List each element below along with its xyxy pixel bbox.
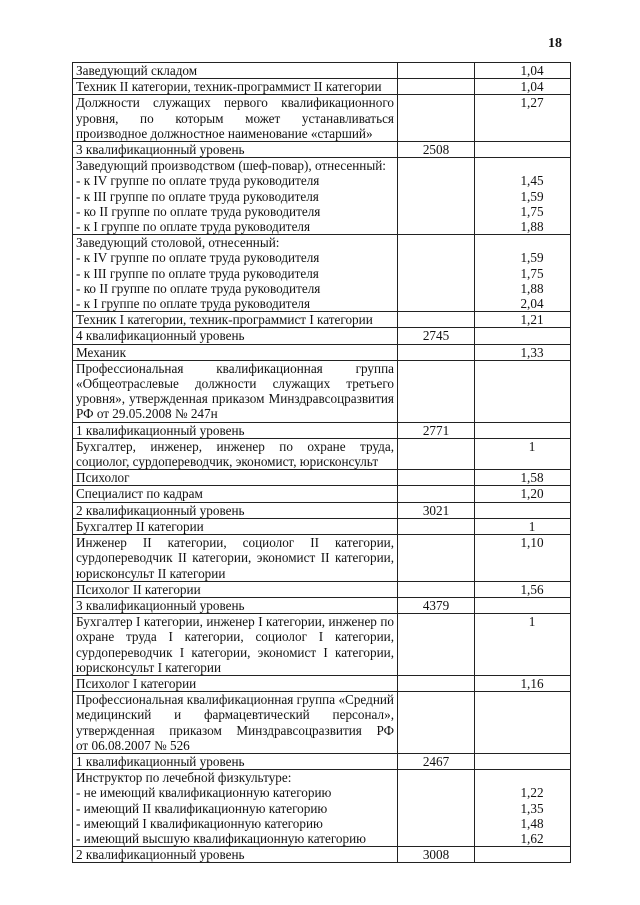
table-row <box>73 535 571 582</box>
position-text-line: - имеющий высшую квалификационную категорию <box>76 830 367 846</box>
position-text-line: - не имеющий квалификационную категорию <box>76 785 332 801</box>
position-text-line: Профессиональная квалификационная группа <box>76 360 394 376</box>
coefficient-cell <box>475 142 571 158</box>
base-salary-cell: 2771 <box>398 422 475 438</box>
position-text-line: уровня, по которым может устанавливаться <box>76 110 394 126</box>
position-cell <box>73 502 398 518</box>
base-salary-cell: 2467 <box>398 753 475 769</box>
table-row <box>73 79 571 95</box>
coefficient-cell <box>475 692 571 754</box>
position-text-line: юрисконсульт I категории <box>76 659 221 675</box>
coefficient-cell <box>475 95 571 142</box>
table-row <box>73 753 571 769</box>
position-text-line: 4 квалификационный уровень <box>76 328 245 344</box>
position-text-line: 3 квалификационный уровень <box>76 597 245 613</box>
position-text-line: - имеющий I квалификационную категорию <box>76 815 323 831</box>
coefficient-value: 1 <box>528 614 536 630</box>
coefficient-value: 1 <box>528 438 536 454</box>
position-text-line: Заведующий складом <box>76 63 198 78</box>
table-row <box>73 502 571 518</box>
base-salary-cell <box>398 470 475 486</box>
position-cell <box>73 692 398 754</box>
coefficient-value: 1,10 <box>520 535 544 551</box>
coefficient-cell <box>475 770 571 847</box>
position-text-line: 2 квалификационный уровень <box>76 847 245 863</box>
coefficient-cell <box>475 847 571 863</box>
position-text-line: Психолог <box>76 470 130 486</box>
page-number: 18 <box>548 36 562 51</box>
base-salary-cell <box>398 360 475 422</box>
table-row <box>73 486 571 502</box>
base-salary-cell: 4379 <box>398 597 475 613</box>
coefficient-value <box>497 454 567 469</box>
base-salary-cell <box>398 675 475 691</box>
position-cell <box>73 753 398 769</box>
table-row <box>73 344 571 360</box>
coefficient-value: 2,04 <box>520 296 544 312</box>
coefficient-value <box>497 111 567 126</box>
coefficient-cell <box>475 63 571 79</box>
position-text-line: «Общеотраслевые должности служащих третьего <box>76 376 394 392</box>
position-text-line: сурдопереводчик I категории, экономист I категории, <box>76 644 394 660</box>
coefficient-cell <box>475 438 571 469</box>
position-cell <box>73 535 398 582</box>
base-salary-cell: 3008 <box>398 847 475 863</box>
coefficient-cell <box>475 422 571 438</box>
position-text-line: 2 квалификационный уровень <box>76 502 245 518</box>
coefficient-value: 1,16 <box>520 675 544 691</box>
position-text-line: сурдопереводчик II категории, экономист II категории, <box>76 550 394 566</box>
coefficient-value <box>497 235 567 250</box>
coefficient-value: 1,58 <box>520 470 544 486</box>
position-cell <box>73 486 398 502</box>
table-row <box>73 597 571 613</box>
table-row <box>73 614 571 676</box>
position-text-line: юрисконсульт II категории <box>76 565 226 581</box>
coefficient-cell <box>475 581 571 597</box>
coefficient-cell <box>475 597 571 613</box>
position-text-line: социолог, сурдопереводчик, экономист, юрисконсульт <box>76 454 379 470</box>
position-text-line: производное должностное наименование «старший» <box>76 125 373 141</box>
base-salary-cell <box>398 535 475 582</box>
position-cell <box>73 470 398 486</box>
coefficient-cell <box>475 312 571 328</box>
coefficient-value <box>497 660 567 675</box>
position-cell <box>73 79 398 95</box>
coefficient-value <box>497 142 567 157</box>
coefficient-cell <box>475 470 571 486</box>
coefficient-cell <box>475 675 571 691</box>
position-text-line: 3 квалификационный уровень <box>76 142 245 158</box>
position-cell <box>73 597 398 613</box>
coefficient-value <box>497 754 567 769</box>
coefficient-value: 1,20 <box>520 486 544 502</box>
position-cell <box>73 95 398 142</box>
coefficient-value <box>497 550 567 565</box>
position-text-line: Заведующий производством (шеф-повар), отнесенный: <box>76 158 386 174</box>
coefficient-cell <box>475 753 571 769</box>
position-cell <box>73 581 398 597</box>
position-text-line: - к III группе по оплате труда руководителя <box>76 188 319 204</box>
table-row <box>73 63 571 79</box>
position-text-line: - к IV группе по оплате труда руководителя <box>76 250 320 266</box>
base-salary-cell: 2508 <box>398 142 475 158</box>
position-text-line: - ко II группе по оплате труда руководителя <box>76 280 321 296</box>
coefficient-value <box>497 629 567 644</box>
base-salary-cell <box>398 486 475 502</box>
table-row <box>73 142 571 158</box>
position-text-line: Психолог II категории <box>76 581 201 597</box>
position-cell <box>73 63 398 79</box>
coefficient-cell <box>475 235 571 312</box>
base-salary-cell <box>398 158 475 235</box>
position-text-line: Бухгалтер II категории <box>76 518 204 534</box>
position-text-line: от 06.08.2007 № 526 <box>76 737 190 753</box>
position-text-line: Механик <box>76 344 127 360</box>
table-row <box>73 438 571 469</box>
position-text-line: 1 квалификационный уровень <box>76 753 245 769</box>
base-salary-cell <box>398 614 475 676</box>
coefficient-cell <box>475 328 571 344</box>
coefficient-cell <box>475 79 571 95</box>
position-cell <box>73 422 398 438</box>
base-salary-cell <box>398 312 475 328</box>
table-row <box>73 518 571 534</box>
coefficient-value: 1,88 <box>520 219 544 235</box>
coefficient-value <box>497 423 567 438</box>
coefficient-value <box>497 158 567 173</box>
position-cell <box>73 235 398 312</box>
position-cell <box>73 847 398 863</box>
coefficient-cell <box>475 614 571 676</box>
table-row <box>73 581 571 597</box>
position-cell <box>73 344 398 360</box>
base-salary-cell <box>398 95 475 142</box>
position-text-line: Психолог I категории <box>76 675 197 691</box>
coefficient-value <box>497 847 567 862</box>
coefficient-value <box>497 406 567 421</box>
position-text-line: - к IV группе по оплате труда руководителя <box>76 173 320 189</box>
position-cell <box>73 312 398 328</box>
table-row <box>73 158 571 235</box>
coefficient-value <box>497 738 567 753</box>
coefficient-value: 1,88 <box>520 280 544 296</box>
coefficient-value <box>497 503 567 518</box>
position-text-line: - имеющий II квалификационную категорию <box>76 800 328 816</box>
coefficient-value <box>497 692 567 707</box>
coefficient-value: 1,33 <box>520 344 544 360</box>
position-text-line: Профессиональная квалификационная группа «Средний <box>76 692 394 708</box>
position-text-line: 1 квалификационный уровень <box>76 422 245 438</box>
coefficient-cell <box>475 486 571 502</box>
base-salary-cell: 2745 <box>398 328 475 344</box>
table-row <box>73 770 571 847</box>
base-salary-cell <box>398 438 475 469</box>
position-text-line: - к I группе по оплате труда руководителя <box>76 219 311 235</box>
coefficient-value <box>497 391 567 406</box>
position-cell <box>73 614 398 676</box>
base-salary-cell <box>398 63 475 79</box>
coefficient-value <box>497 361 567 376</box>
table-row <box>73 360 571 422</box>
table-row <box>73 692 571 754</box>
position-text-line: охране труда I категории, социолог I категории, <box>76 629 394 645</box>
coefficient-value: 1,04 <box>520 63 544 78</box>
coefficient-value: 1,45 <box>520 173 544 189</box>
position-text-line: Инструктор по лечебной физкультуре: <box>76 770 292 786</box>
coefficient-value: 1,35 <box>520 800 544 816</box>
table-row <box>73 328 571 344</box>
position-text-line: РФ от 29.05.2008 № 247н <box>76 406 218 422</box>
position-cell <box>73 770 398 847</box>
position-cell <box>73 158 398 235</box>
table-row <box>73 312 571 328</box>
coefficient-value: 1,75 <box>520 203 544 219</box>
coefficient-value <box>497 770 567 785</box>
position-text-line: - к III группе по оплате труда руководителя <box>76 265 319 281</box>
coefficient-value: 1,22 <box>520 785 544 801</box>
base-salary-cell <box>398 235 475 312</box>
coefficient-value: 1,27 <box>520 95 544 111</box>
table-row <box>73 847 571 863</box>
position-cell <box>73 518 398 534</box>
position-text-line: - к I группе по оплате труда руководителя <box>76 296 311 312</box>
position-text-line: утвержденная приказом Минздравсоцразвития РФ <box>76 722 394 738</box>
position-text-line: - ко II группе по оплате труда руководителя <box>76 203 321 219</box>
position-cell <box>73 328 398 344</box>
base-salary-cell <box>398 770 475 847</box>
coefficient-value <box>497 645 567 660</box>
coefficient-value <box>497 376 567 391</box>
base-salary-cell <box>398 79 475 95</box>
position-cell <box>73 675 398 691</box>
coefficient-cell <box>475 344 571 360</box>
coefficient-cell <box>475 518 571 534</box>
coefficient-cell <box>475 158 571 235</box>
coefficient-value <box>497 707 567 722</box>
coefficient-value: 1,59 <box>520 188 544 204</box>
base-salary-cell <box>398 344 475 360</box>
position-text-line: Бухгалтер I категории, инженер I категории, инженер по <box>76 614 394 630</box>
table-row <box>73 675 571 691</box>
base-salary-cell <box>398 518 475 534</box>
coefficient-cell <box>475 535 571 582</box>
coefficient-value: 1,62 <box>520 830 544 846</box>
table-row <box>73 235 571 312</box>
position-text-line: Должности служащих первого квалификационного <box>76 95 394 111</box>
coefficient-value <box>497 126 567 141</box>
coefficient-value: 1,04 <box>520 79 544 95</box>
coefficient-cell <box>475 502 571 518</box>
base-salary-cell: 3021 <box>398 502 475 518</box>
position-text-line: Техник II категории, техник-программист II категории <box>76 79 382 95</box>
table-row <box>73 470 571 486</box>
coefficient-value <box>497 723 567 738</box>
position-cell <box>73 142 398 158</box>
coefficient-value: 1,21 <box>520 312 544 328</box>
position-text-line: Бухгалтер, инженер, инженер по охране труда, <box>76 438 394 454</box>
position-text-line: Техник I категории, техник-программист I категории <box>76 312 373 328</box>
position-cell <box>73 360 398 422</box>
coefficient-value: 1,48 <box>520 815 544 831</box>
coefficient-value <box>497 598 567 613</box>
coefficient-value: 1,75 <box>520 265 544 281</box>
position-text-line: уровня», утвержденная приказом Минздравсоцразвития <box>76 391 394 407</box>
position-text-line: медицинский и фармацевтический персонал», <box>76 707 394 723</box>
position-text-line: Инженер II категории, социолог II категории, <box>76 535 394 551</box>
position-cell <box>73 438 398 469</box>
position-text-line: Специалист по кадрам <box>76 486 203 502</box>
coefficient-value <box>497 328 567 343</box>
position-text-line: Заведующий столовой, отнесенный: <box>76 235 280 251</box>
salary-coefficients-table <box>72 62 571 863</box>
table-row <box>73 95 571 142</box>
coefficient-value: 1,56 <box>520 581 544 597</box>
coefficient-value: 1,59 <box>520 250 544 266</box>
base-salary-cell <box>398 581 475 597</box>
coefficient-value <box>497 566 567 581</box>
table-row <box>73 422 571 438</box>
coefficient-cell <box>475 360 571 422</box>
coefficient-value: 1 <box>528 518 536 534</box>
base-salary-cell <box>398 692 475 754</box>
